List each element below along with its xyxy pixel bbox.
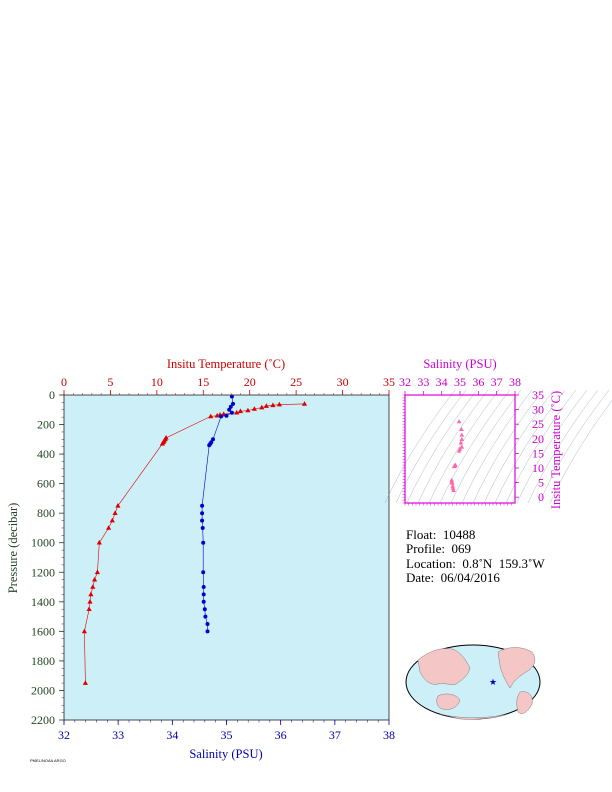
salinity-point xyxy=(201,526,205,530)
pressure-tick-label: 1600 xyxy=(31,624,55,639)
temperature-tick-label: 15 xyxy=(197,375,210,389)
inset-top-axis-title: Salinity (PSU) xyxy=(423,357,497,371)
salinity-point xyxy=(225,414,229,418)
main-plot-area xyxy=(64,395,389,720)
temperature-tick-label: 20 xyxy=(243,375,256,389)
salinity-point xyxy=(230,411,234,415)
salinity-point xyxy=(202,600,206,604)
inset-salinity-tick-label: 38 xyxy=(509,375,521,389)
temperature-tick-label: 30 xyxy=(336,375,349,389)
salinity-point xyxy=(203,615,207,619)
salinity-tick-label: 35 xyxy=(220,728,233,742)
pressure-tick-label: 1000 xyxy=(31,535,55,550)
pressure-tick-label: 800 xyxy=(37,506,55,521)
inset-salinity-tick-label: 34 xyxy=(435,375,448,389)
inset-right-axis-title: Insitu Temperature (˚C) xyxy=(549,390,563,510)
inset-salinity-tick-label: 35 xyxy=(454,375,466,389)
pressure-tick-label: 600 xyxy=(37,476,55,491)
inset-temperature-tick-label: 10 xyxy=(532,460,544,475)
salinity-point xyxy=(206,629,210,633)
salinity-tick-label: 38 xyxy=(383,728,395,742)
temperature-tick-label: 35 xyxy=(383,375,395,389)
temperature-tick-label: 10 xyxy=(150,375,163,389)
salinity-point xyxy=(202,585,206,589)
main-chart xyxy=(6,357,395,761)
temperature-tick-label: 25 xyxy=(290,375,303,389)
salinity-point xyxy=(202,592,206,596)
inset-temperature-tick-label: 5 xyxy=(538,475,544,490)
salinity-point xyxy=(201,570,205,574)
inset-temperature-tick-label: 20 xyxy=(532,431,544,446)
salinity-point xyxy=(200,511,204,515)
inset-temperature-tick-label: 30 xyxy=(532,402,544,417)
pressure-tick-label: 0 xyxy=(49,388,55,402)
inset-temperature-tick-label: 15 xyxy=(532,446,544,461)
inset-salinity-tick-label: 33 xyxy=(417,375,430,389)
inset-temperature-tick-label: 25 xyxy=(532,417,544,432)
salinity-tick-label: 33 xyxy=(112,728,125,742)
salinity-point xyxy=(200,519,204,523)
inset-salinity-tick-label: 36 xyxy=(472,375,485,389)
location: Location: 0.8˚N 159.3˚W xyxy=(406,555,545,571)
float-id: Float: 10488 xyxy=(406,527,476,542)
map-landmass-south-america xyxy=(517,692,533,714)
salinity-point xyxy=(207,443,211,447)
inset-temperature-tick-label: 35 xyxy=(532,388,544,402)
salinity-tick-label: 37 xyxy=(328,728,341,742)
date: Date: 06/04/2016 xyxy=(406,569,500,585)
float-info-panel xyxy=(406,528,545,585)
pressure-tick-label: 1800 xyxy=(31,653,55,668)
footer-credit: PMEL/NOAA ARGO xyxy=(30,758,66,763)
left-axis-title: Pressure (decibar) xyxy=(6,502,20,594)
float-location-marker: ★ xyxy=(488,677,498,687)
pressure-tick-label: 200 xyxy=(37,417,55,432)
top-axis-title: Insitu Temperature (˚C) xyxy=(166,357,286,371)
pressure-tick-label: 1200 xyxy=(31,565,55,580)
world-map xyxy=(406,645,540,719)
salinity-tick-label: 32 xyxy=(58,728,70,742)
salinity-point xyxy=(206,622,210,626)
inset-salinity-tick-label: 32 xyxy=(399,375,411,389)
pressure-tick-label: 400 xyxy=(37,447,55,462)
inset-temperature-tick-label: 0 xyxy=(538,490,544,505)
pressure-tick-label: 2000 xyxy=(31,683,55,698)
salinity-point xyxy=(203,607,207,611)
pressure-tick-label: 1400 xyxy=(31,594,55,609)
salinity-point xyxy=(200,504,204,508)
salinity-point xyxy=(201,541,205,545)
temperature-tick-label: 5 xyxy=(107,375,114,389)
pressure-tick-label: 2200 xyxy=(31,713,55,727)
salinity-point xyxy=(219,414,223,418)
salinity-tick-label: 34 xyxy=(166,728,179,742)
bottom-axis-title: Salinity (PSU) xyxy=(189,747,263,761)
inset-salinity-tick-label: 37 xyxy=(490,375,503,389)
temperature-tick-label: 0 xyxy=(61,375,67,389)
profile-number: Profile: 069 xyxy=(406,541,471,557)
salinity-tick-label: 36 xyxy=(274,728,287,742)
inset-ts-chart xyxy=(385,357,612,509)
